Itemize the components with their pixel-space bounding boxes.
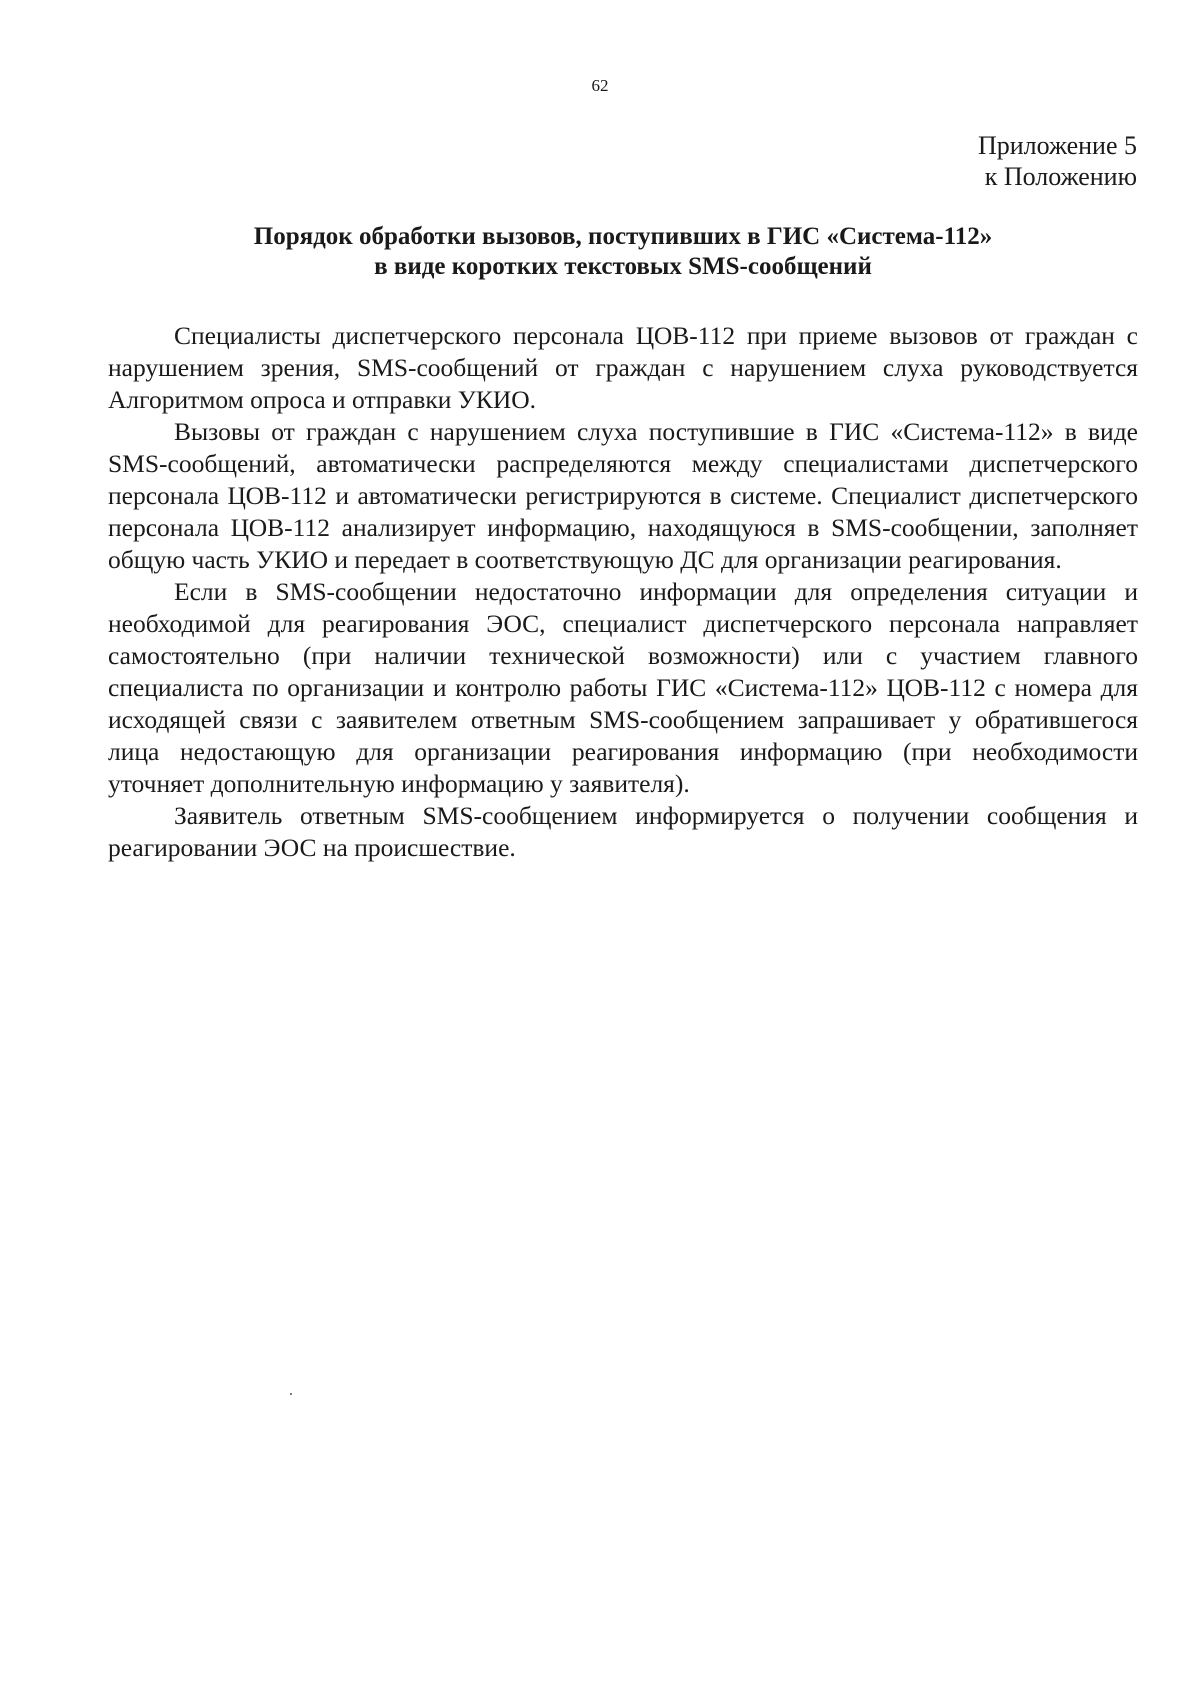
paragraph-1: Специалисты диспетчерского персонала ЦОВ-112 при приеме вызовов от граждан с нарушением зрения, SMS-сообщений от граждан с нарушением слуха руководствуется Алгоритмом опроса и отправки УКИО. xyxy=(108,321,1138,414)
appendix-line-2: к Положению xyxy=(984,162,1137,191)
paragraph-2: Вызовы от граждан с нарушением слуха поступившие в ГИС «Система-112» в виде SMS-сообщений, автоматически распределяются между специалистами диспетчерского персонала ЦОВ-112 и автоматически регистрируются в системе. Специалист диспетчерского персонала ЦОВ-112 анализирует информацию, находящуюся в SMS-сообщении, заполняет общую часть УКИО и передает в соответствующую ДС для организации реагирования. xyxy=(108,417,1138,574)
paragraph-4: Заявитель ответным SMS-сообщением информируется о получении сообщения и реагировании ЭОС на происшествие. xyxy=(108,801,1138,862)
title-line-2: в виде коротких текстовых SMS-сообщений xyxy=(374,253,872,280)
paragraph-3: Если в SMS-сообщении недостаточно информации для определения ситуации и необходимой для реагирования ЭОС, специалист диспетчерского персонала направляет самостоятельно (при наличии технической возможности) или с участием главного специалиста по организации и контролю работы ГИС «Система-112» ЦОВ-112 с номера для исходящей связи с заявителем ответным SMS-сообщением запрашивает у обратившегося лица недостающую для организации реагирования информацию (при необходимости уточняет дополнительную информацию у заявителя). xyxy=(108,577,1138,798)
page-number: 62 xyxy=(591,76,609,95)
appendix-reference xyxy=(978,130,1137,192)
title-line-1: Порядок обработки вызовов, поступивших в ГИС «Система-112» xyxy=(253,223,993,250)
body-text xyxy=(108,320,1138,864)
appendix-line-1: Приложение 5 xyxy=(977,131,1137,160)
document-title xyxy=(108,222,1138,282)
scan-speck xyxy=(290,1393,292,1395)
